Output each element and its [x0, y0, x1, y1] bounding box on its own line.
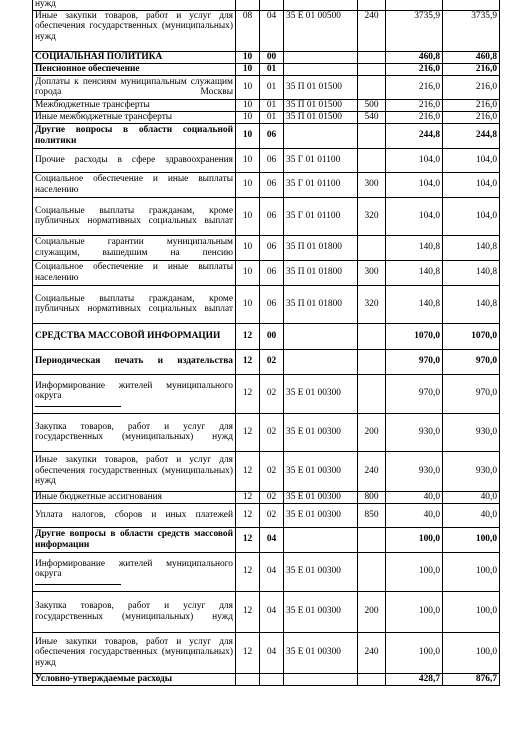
section-code-cell: 12 — [236, 374, 260, 413]
name-cell: Социальные гарантии муниципальным служащим, вышедшим на пенсию — [33, 235, 236, 260]
amount-year1-cell: 930,0 — [386, 451, 443, 491]
section-code-cell: 10 — [236, 235, 260, 260]
amount-year1-cell: 460,8 — [386, 51, 443, 63]
subsection-code-cell: 04 — [260, 527, 284, 552]
target-article-cell — [284, 0, 358, 10]
section-code-cell: 10 — [236, 260, 260, 285]
expense-type-cell: 300 — [358, 172, 386, 197]
amount-year1-cell: 216,0 — [386, 99, 443, 111]
amount-year2-cell: 104,0 — [443, 172, 500, 197]
table-row — [33, 0, 500, 10]
name-cell: Другие вопросы в области социальной политики — [33, 123, 236, 148]
table-row — [33, 63, 500, 75]
amount-year1-cell: 100,0 — [386, 527, 443, 552]
target-article-cell: 35 Е 01 00300 — [284, 451, 358, 491]
target-article-cell: 35 Г 01 01100 — [284, 172, 358, 197]
amount-year1-cell: 244,8 — [386, 123, 443, 148]
section-code-cell: 08 — [236, 10, 260, 51]
name-cell: нужд — [33, 0, 236, 10]
amount-year2-cell: 140,8 — [443, 235, 500, 260]
name-cell: Прочие расходы в сфере здравоохранения — [33, 148, 236, 172]
section-code-cell: 10 — [236, 63, 260, 75]
expense-type-cell — [358, 148, 386, 172]
target-article-cell — [284, 63, 358, 75]
amount-year1-cell: 3735,9 — [386, 10, 443, 51]
table-row — [33, 503, 500, 527]
subsection-code-cell: 06 — [260, 260, 284, 285]
table-row — [33, 413, 500, 451]
amount-year1-cell: 930,0 — [386, 413, 443, 451]
amount-year2-cell: 216,0 — [443, 63, 500, 75]
target-article-cell: 35 П 01 01500 — [284, 111, 358, 123]
section-code-cell: 10 — [236, 148, 260, 172]
amount-year2-cell: 244,8 — [443, 123, 500, 148]
expense-type-cell: 500 — [358, 99, 386, 111]
expense-type-cell — [358, 527, 386, 552]
amount-year2-cell — [443, 0, 500, 10]
target-article-cell — [284, 349, 358, 374]
expense-type-cell: 800 — [358, 491, 386, 503]
amount-year2-cell: 104,0 — [443, 197, 500, 235]
name-cell: Иные закупки товаров, работ и услуг для обеспечения государственных (муниципальных) нужд — [33, 451, 236, 491]
expense-type-cell — [358, 0, 386, 10]
target-article-cell: 35 Е 01 00300 — [284, 552, 358, 591]
expense-type-cell: 300 — [358, 260, 386, 285]
amount-year2-cell: 970,0 — [443, 349, 500, 374]
expense-type-cell — [358, 374, 386, 413]
amount-year1-cell: 1070,0 — [386, 323, 443, 349]
amount-year2-cell: 40,0 — [443, 491, 500, 503]
target-article-cell — [284, 51, 358, 63]
subsection-code-cell — [260, 673, 284, 685]
amount-year1-cell: 970,0 — [386, 349, 443, 374]
amount-year1-cell: 100,0 — [386, 632, 443, 673]
name-cell: Уплата налогов, сборов и иных платежей — [33, 503, 236, 527]
amount-year2-cell: 140,8 — [443, 285, 500, 323]
target-article-cell: 35 Е 01 00300 — [284, 632, 358, 673]
expense-type-cell — [358, 673, 386, 685]
subsection-code-cell: 06 — [260, 172, 284, 197]
name-cell: Условно-утверждаемые расходы — [33, 673, 236, 685]
target-article-cell — [284, 123, 358, 148]
name-cell: Иные закупки товаров, работ и услуг для обеспечения государственных (муниципальных) нужд — [33, 632, 236, 673]
subsection-code-cell: 06 — [260, 197, 284, 235]
amount-year1-cell: 104,0 — [386, 148, 443, 172]
amount-year2-cell: 40,0 — [443, 503, 500, 527]
amount-year1-cell: 428,7 — [386, 673, 443, 685]
amount-year2-cell: 460,8 — [443, 51, 500, 63]
target-article-cell: 35 П 01 01800 — [284, 285, 358, 323]
expense-type-cell — [358, 123, 386, 148]
subsection-code-cell: 02 — [260, 413, 284, 451]
table-row — [33, 349, 500, 374]
expense-type-cell: 540 — [358, 111, 386, 123]
target-article-cell: 35 П 01 01500 — [284, 75, 358, 99]
name-cell: Иные бюджетные ассигнования — [33, 491, 236, 503]
subsection-code-cell: 06 — [260, 148, 284, 172]
target-article-cell: 35 Е 01 00300 — [284, 591, 358, 632]
amount-year2-cell: 100,0 — [443, 552, 500, 591]
amount-year1-cell — [386, 0, 443, 10]
table-row — [33, 285, 500, 323]
amount-year2-cell: 876,7 — [443, 673, 500, 685]
amount-year1-cell: 140,8 — [386, 235, 443, 260]
target-article-cell: 35 Е 01 00300 — [284, 374, 358, 413]
amount-year1-cell: 40,0 — [386, 503, 443, 527]
amount-year1-cell: 140,8 — [386, 285, 443, 323]
subsection-code-cell: 02 — [260, 503, 284, 527]
subsection-code-cell: 01 — [260, 111, 284, 123]
expense-type-cell: 240 — [358, 10, 386, 51]
table-row — [33, 235, 500, 260]
name-cell: Периодическая печать и издательства — [33, 349, 236, 374]
subsection-code-cell: 04 — [260, 10, 284, 51]
underline-mark — [35, 580, 121, 585]
section-code-cell: 12 — [236, 527, 260, 552]
table-row — [33, 527, 500, 552]
table-row — [33, 197, 500, 235]
section-code-cell: 10 — [236, 51, 260, 63]
subsection-code-cell: 01 — [260, 63, 284, 75]
subsection-code-cell — [260, 0, 284, 10]
amount-year1-cell: 100,0 — [386, 591, 443, 632]
name-cell: Социальное обеспечение и иные выплаты населению — [33, 260, 236, 285]
section-code-cell: 12 — [236, 451, 260, 491]
target-article-cell: 35 П 01 01800 — [284, 235, 358, 260]
amount-year2-cell: 140,8 — [443, 260, 500, 285]
subsection-code-cell: 02 — [260, 349, 284, 374]
table-row — [33, 111, 500, 123]
target-article-cell: 35 Е 01 00300 — [284, 413, 358, 451]
name-cell: Другие вопросы в области средств массовой информации — [33, 527, 236, 552]
table-row — [33, 10, 500, 51]
table-row — [33, 172, 500, 197]
expense-type-cell — [358, 235, 386, 260]
subsection-code-cell: 01 — [260, 99, 284, 111]
table-row — [33, 552, 500, 591]
amount-year1-cell: 216,0 — [386, 63, 443, 75]
expense-type-cell — [358, 51, 386, 63]
name-cell: СРЕДСТВА МАССОВОЙ ИНФОРМАЦИИ — [33, 323, 236, 349]
name-cell: Закупка товаров, работ и услуг для государственных (муниципальных) нужд — [33, 591, 236, 632]
amount-year1-cell: 100,0 — [386, 552, 443, 591]
section-code-cell: 12 — [236, 491, 260, 503]
subsection-code-cell: 06 — [260, 123, 284, 148]
name-cell: Социальные выплаты гражданам, кроме публичных нормативных социальных выплат — [33, 285, 236, 323]
amount-year2-cell: 930,0 — [443, 451, 500, 491]
name-cell: Информирование жителей муниципального округа — [33, 374, 236, 413]
amount-year2-cell: 1070,0 — [443, 323, 500, 349]
amount-year1-cell: 216,0 — [386, 111, 443, 123]
subsection-code-cell: 01 — [260, 75, 284, 99]
target-article-cell: 35 П 01 01500 — [284, 99, 358, 111]
amount-year2-cell: 100,0 — [443, 632, 500, 673]
amount-year1-cell: 104,0 — [386, 197, 443, 235]
expense-type-cell: 320 — [358, 197, 386, 235]
section-code-cell: 12 — [236, 591, 260, 632]
expense-type-cell: 200 — [358, 413, 386, 451]
expense-type-cell: 240 — [358, 632, 386, 673]
table-row — [33, 451, 500, 491]
target-article-cell: 35 Е 01 00500 — [284, 10, 358, 51]
amount-year1-cell: 140,8 — [386, 260, 443, 285]
table-row — [33, 51, 500, 63]
subsection-code-cell: 00 — [260, 51, 284, 63]
amount-year2-cell: 970,0 — [443, 374, 500, 413]
target-article-cell — [284, 527, 358, 552]
amount-year1-cell: 104,0 — [386, 172, 443, 197]
target-article-cell — [284, 323, 358, 349]
target-article-cell: 35 Е 01 00300 — [284, 491, 358, 503]
subsection-code-cell: 06 — [260, 235, 284, 260]
section-code-cell: 12 — [236, 413, 260, 451]
subsection-code-cell: 04 — [260, 591, 284, 632]
expense-type-cell — [358, 323, 386, 349]
amount-year2-cell: 930,0 — [443, 413, 500, 451]
target-article-cell: 35 Е 01 00300 — [284, 503, 358, 527]
subsection-code-cell: 02 — [260, 491, 284, 503]
underline-mark — [35, 402, 121, 407]
expense-type-cell — [358, 552, 386, 591]
section-code-cell — [236, 673, 260, 685]
expense-type-cell: 240 — [358, 451, 386, 491]
section-code-cell: 12 — [236, 503, 260, 527]
name-cell: Социальное обеспечение и иные выплаты населению — [33, 172, 236, 197]
section-code-cell: 10 — [236, 111, 260, 123]
amount-year2-cell: 104,0 — [443, 148, 500, 172]
subsection-code-cell: 06 — [260, 285, 284, 323]
expense-type-cell — [358, 75, 386, 99]
section-code-cell: 10 — [236, 75, 260, 99]
section-code-cell: 10 — [236, 172, 260, 197]
amount-year2-cell: 216,0 — [443, 111, 500, 123]
subsection-code-cell: 04 — [260, 632, 284, 673]
expense-type-cell — [358, 349, 386, 374]
table-row — [33, 123, 500, 148]
name-cell: Пенсионное обеспечение — [33, 63, 236, 75]
table-row — [33, 591, 500, 632]
expense-type-cell: 320 — [358, 285, 386, 323]
section-code-cell: 12 — [236, 349, 260, 374]
name-cell: Доплаты к пенсиям муниципальным служащим города Москвы — [33, 75, 236, 99]
section-code-cell: 12 — [236, 632, 260, 673]
section-code-cell — [236, 0, 260, 10]
section-code-cell: 12 — [236, 552, 260, 591]
subsection-code-cell: 02 — [260, 451, 284, 491]
expense-type-cell — [358, 63, 386, 75]
table-row — [33, 673, 500, 685]
name-cell: Закупка товаров, работ и услуг для государственных (муниципальных) нужд — [33, 413, 236, 451]
table-row — [33, 491, 500, 503]
table-row — [33, 632, 500, 673]
expense-type-cell: 200 — [358, 591, 386, 632]
target-article-cell — [284, 673, 358, 685]
name-cell: Межбюджетные трансферты — [33, 99, 236, 111]
section-code-cell: 10 — [236, 285, 260, 323]
budget-table — [32, 0, 500, 686]
amount-year2-cell: 3735,9 — [443, 10, 500, 51]
section-code-cell: 10 — [236, 197, 260, 235]
name-cell: Иные закупки товаров, работ и услуг для обеспечения государственных (муниципальных) нужд — [33, 10, 236, 51]
subsection-code-cell: 04 — [260, 552, 284, 591]
table-row — [33, 260, 500, 285]
amount-year2-cell: 100,0 — [443, 591, 500, 632]
section-code-cell: 10 — [236, 99, 260, 111]
name-cell: Информирование жителей муниципального округа — [33, 552, 236, 591]
section-code-cell: 10 — [236, 123, 260, 148]
name-cell: СОЦИАЛЬНАЯ ПОЛИТИКА — [33, 51, 236, 63]
amount-year1-cell: 216,0 — [386, 75, 443, 99]
table-row — [33, 148, 500, 172]
target-article-cell: 35 П 01 01800 — [284, 260, 358, 285]
target-article-cell: 35 Г 01 01100 — [284, 148, 358, 172]
amount-year1-cell: 970,0 — [386, 374, 443, 413]
amount-year2-cell: 100,0 — [443, 527, 500, 552]
target-article-cell: 35 Г 01 01100 — [284, 197, 358, 235]
table-row — [33, 99, 500, 111]
table-row — [33, 75, 500, 99]
name-cell: Иные межбюджетные трансферты — [33, 111, 236, 123]
section-code-cell: 12 — [236, 323, 260, 349]
table-row — [33, 374, 500, 413]
table-row — [33, 323, 500, 349]
amount-year2-cell: 216,0 — [443, 75, 500, 99]
expense-type-cell: 850 — [358, 503, 386, 527]
name-cell: Социальные выплаты гражданам, кроме публичных нормативных социальных выплат — [33, 197, 236, 235]
subsection-code-cell: 02 — [260, 374, 284, 413]
amount-year1-cell: 40,0 — [386, 491, 443, 503]
subsection-code-cell: 00 — [260, 323, 284, 349]
amount-year2-cell: 216,0 — [443, 99, 500, 111]
